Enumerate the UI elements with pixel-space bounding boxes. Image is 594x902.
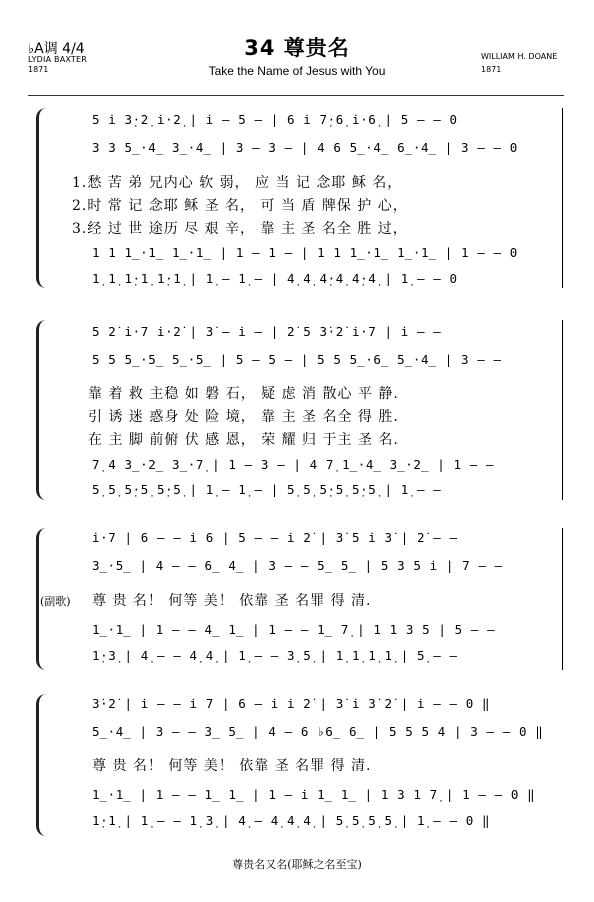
lyric-verse-2: 引 诱 迷 惑身 处 险 境， 靠 主 圣 名全 得 胜. xyxy=(88,409,399,425)
lyric-verse-3: 在 主 脚 前俯 伏 感 恩， 荣 耀 归 于主 圣 名. xyxy=(88,432,399,448)
bass-row: 1̣·3̣ | 4̣ – – 4̣ 4̣ | 1̣ – – 3̣ 5̣ | 1̣ 1̣ 1̣ 1̣ | 5̣ – – xyxy=(92,648,458,663)
key-signature: ♭A调 4/4 xyxy=(28,41,85,57)
tenor-row: 7̣ 4 3̲·2̲ 3̲·7̣ | 1 – 3 – | 4 7̣ 1̲·4̲ 3̲·2̲ | 1 – – xyxy=(92,457,495,472)
bass-row: 1̣ 1̣ 1̣·1̣ 1̣·1̣ | 1̣ – 1̣ – | 4̣ 4̣ 4̣·4̣ 4̣·4̣ | 1̣ – – 0 xyxy=(92,271,458,286)
header-divider xyxy=(28,95,564,96)
soprano-row: 5 2̇ i̇·7 i̇·2̇ | 3̇ – i̇ – | 2̇ 5 3̇·2̇ i̇·7 | i̇ – – xyxy=(92,324,442,339)
bass-row: 1̣·1̣ | 1̣ – – 1̣ 3̣ | 4̣ – 4̣ 4̣ 4̣ | 5̣ 5̣ 5̣ 5̣ | 1̣ – – 0 ‖ xyxy=(92,813,491,828)
alto-row: 3̲·5̲ | 4 – – 6̲ 4̲ | 3 – – 5̲ 5̲ | 5 3 5 i̇ | 7 – – xyxy=(92,558,503,573)
system-end-bar xyxy=(562,108,563,288)
lyric-verse-2: 2.时 常 记 念耶 稣 圣 名， 可 当 盾 牌保 护 心， xyxy=(72,198,408,214)
lyric-chorus: 尊 贵 名！ 何等 美！ 依靠 圣 名罪 得 清. xyxy=(92,593,372,609)
lyric-verse-1: 靠 着 救 主稳 如 磐 石， 疑 虑 消 散心 平 静. xyxy=(88,386,399,402)
composer-year: 1871 xyxy=(481,65,502,74)
hymn-subtitle: Take the Name of Jesus with You xyxy=(208,64,386,78)
system-brace xyxy=(36,320,51,500)
chorus-label: (副歌) xyxy=(40,595,71,608)
lyric-verse-3: 3.经 过 世 途历 尽 艰 辛， 靠 主 圣 名全 胜 过， xyxy=(72,221,408,237)
lyric-chorus: 尊 贵 名！ 何等 美！ 依靠 圣 名罪 得 清. xyxy=(92,758,372,774)
soprano-row: i̇·7 | 6 – – i̇ 6 | 5 – – i̇ 2̇ | 3̇ 5 i̇ 3̇ | 2̇ – – xyxy=(92,530,458,545)
alto-row: 3 3 5̲·4̲ 3̲·4̲ | 3 – 3 – | 4 6 5̲·4̲ 6̲·4̲ | 3 – – 0 xyxy=(92,140,518,155)
hymn-title: 34 尊贵名 xyxy=(244,36,350,60)
lyric-verse-1: 1.愁 苦 弟 兄内心 软 弱， 应 当 记 念耶 稣 名， xyxy=(72,175,403,191)
system-end-bar xyxy=(562,320,563,500)
alto-row: 5̲·4̲ | 3 – – 3̲ 5̲ | 4 – 6 ♭6̲ 6̲ | 5 5 5 4 | 3 – – 0 ‖ xyxy=(92,724,544,739)
composer: WILLIAM H. DOANE xyxy=(481,52,558,61)
footer-note: 尊贵名又名(耶稣之名至宝) xyxy=(232,858,362,871)
system-brace xyxy=(36,694,51,836)
lyricist-year: 1871 xyxy=(28,65,49,74)
system-brace xyxy=(36,108,51,288)
tenor-row: 1̲·1̲ | 1 – – 1̲ 1̲ | 1 – i̇ 1̲ 1̲ | 1 3 1 7̣ | 1 – – 0 ‖ xyxy=(92,787,536,802)
tenor-row: 1̲·1̲ | 1 – – 4̲ 1̲ | 1 – – 1̲ 7̣ | 1 1 3 5 | 5 – – xyxy=(92,622,496,637)
lyricist: LYDIA BAXTER xyxy=(28,55,88,64)
soprano-row: 5 i̇ 3̣·2̣ i̇·2̣ | i̇ – 5 – | 6 i̇ 7̣·6̣ i̇·6̣ | 5 – – 0 xyxy=(92,112,458,127)
system-end-bar xyxy=(562,528,563,670)
soprano-row: 3̇·2̇ | i̇ – – i̇ 7 | 6 – i̇ i̇ 2̇ | 3̇ i̇ 3̇ 2̇ | i̇ – – 0 ‖ xyxy=(92,696,491,711)
bass-row: 5̣ 5̣ 5̣·5̣ 5̣·5̣ | 1̣ – 1̣ – | 5̣ 5̣ 5̣·5̣ 5̣·5̣ | 1̣ – – xyxy=(92,482,442,497)
tenor-row: 1 1 1̲·1̲ 1̲·1̲ | 1 – 1 – | 1 1 1̲·1̲ 1̲·1̲ | 1 – – 0 xyxy=(92,245,518,260)
alto-row: 5 5 5̲·5̲ 5̲·5̲ | 5 – 5 – | 5 5 5̲·6̲ 5̲·4̲ | 3 – – xyxy=(92,352,502,367)
